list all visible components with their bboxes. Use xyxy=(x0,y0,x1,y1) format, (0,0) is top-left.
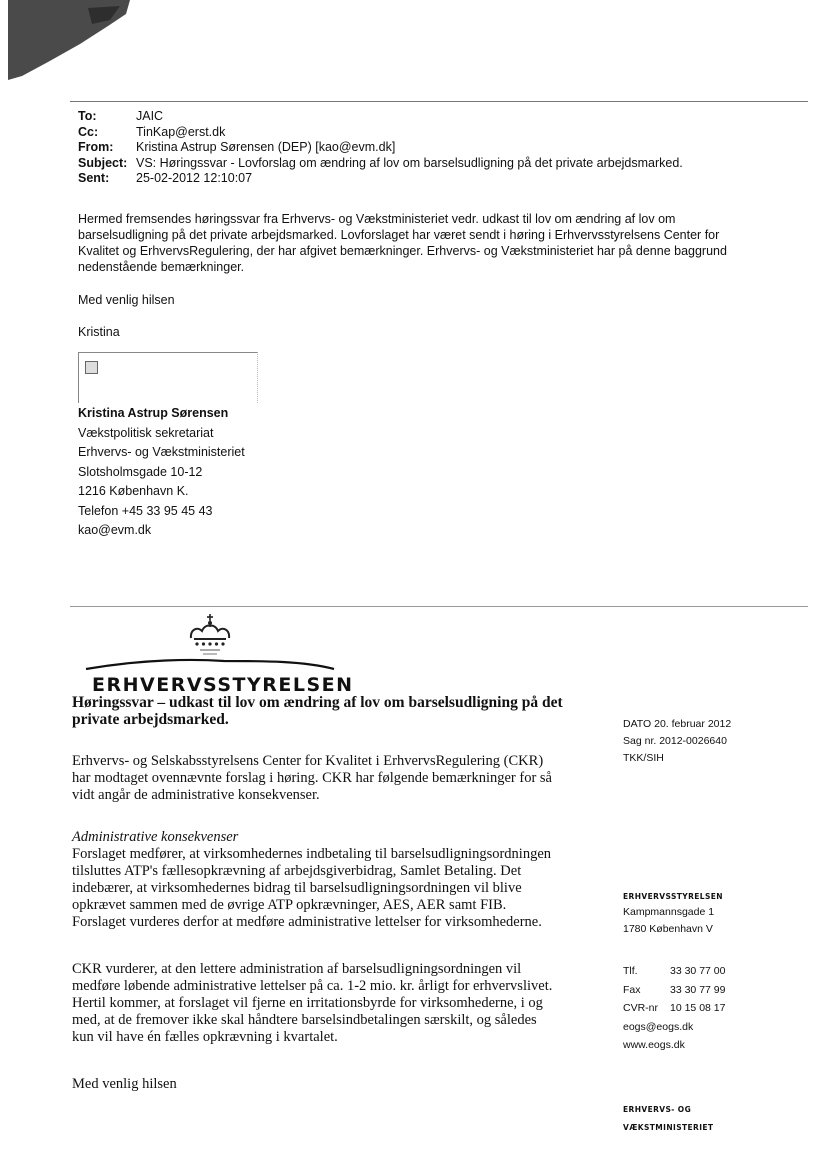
scan-corner-artifact xyxy=(8,0,138,80)
footer-ministry-line: VÆKSTMINISTERIET xyxy=(623,1123,714,1132)
letter-case-number: Sag nr. 2012-0026640 xyxy=(623,735,727,747)
contact-email: eogs@eogs.dk xyxy=(623,1020,694,1033)
letter-title xyxy=(72,694,612,728)
contact-value: 10 15 08 17 xyxy=(670,1002,726,1014)
paragraph-line: Forslaget vurderes derfor at medføre administrative lettelser for virksomhederne. xyxy=(72,914,542,930)
contact-row-cvr xyxy=(623,999,725,1018)
letter-initials: TKK/SIH xyxy=(623,752,664,764)
header-row-cc xyxy=(78,125,683,141)
header-label: To: xyxy=(78,109,97,123)
header-value: JAIC xyxy=(136,109,164,123)
sidebar-address xyxy=(623,904,714,938)
email-body xyxy=(78,211,778,275)
paragraph-line: med, at de fremover ikke skal håndtere barselsindbetalingen særskilt, og således xyxy=(72,1012,537,1028)
header-label: Cc: xyxy=(78,124,99,139)
email-signature xyxy=(78,404,245,541)
paragraph-line: CKR vurderer, at den lettere administration af barselsudligningsordningen vil xyxy=(72,961,522,977)
footer-ministry-line: ERHVERVS- OG xyxy=(623,1105,692,1114)
sidebar-org-name: ERHVERVSSTYRELSEN xyxy=(623,892,723,901)
signature-email: kao@evm.dk xyxy=(78,523,152,537)
email-body-line: nedenstående bemærkninger. xyxy=(78,260,245,274)
paragraph-line: Hertil kommer, at forslaget vil fjerne en irritationsbyrde for virksomhederne, i og xyxy=(72,995,543,1011)
email-header xyxy=(78,109,683,187)
brand-name: ERHVERVSSTYRELSEN xyxy=(92,674,354,696)
contact-website: www.eogs.dk xyxy=(623,1039,685,1051)
signature-name: Kristina Astrup Sørensen xyxy=(78,406,229,420)
contact-label: Tlf. xyxy=(623,965,638,977)
contact-label: CVR-nr xyxy=(623,1002,659,1014)
paragraph-line: medføre løbende administrative lettelser på ca. 1-2 mio. kr. årligt for erhvervslivet. xyxy=(72,978,553,994)
crown-icon xyxy=(184,612,236,658)
paragraph-line: opkrævet sammen med de øvrige ATP opkrævninger, AES, AER samt FIB. xyxy=(72,897,507,913)
letter-separator-rule xyxy=(70,606,808,607)
broken-image-icon xyxy=(85,361,98,374)
footer-ministry xyxy=(623,1101,713,1137)
letter-section-paragraph xyxy=(72,846,602,931)
paragraph-line: kun vil have én fælles opkrævning i kvartalet. xyxy=(72,1029,338,1045)
header-row-from xyxy=(78,140,683,156)
email-body-line: Kvalitet og ErhvervsRegulering, der har afgivet bemærkninger. Erhvervs- og Vækstministeriet har på denne baggrund xyxy=(78,244,727,258)
signature-line: 1216 København K. xyxy=(78,484,189,498)
paragraph-line: indebærer, at virksomhedernes bidrag til barselsudligningsordningen vil blive xyxy=(72,880,522,896)
header-label: Sent: xyxy=(78,171,110,185)
header-value: TinKap@erst.dk xyxy=(136,124,226,139)
contact-row-phone xyxy=(623,962,725,981)
paragraph-line: Erhvervs- og Selskabsstyrelsens Center for Kvalitet i ErhvervsRegulering (CKR) xyxy=(72,753,544,769)
signature-line: Slotsholmsgade 10-12 xyxy=(78,464,203,479)
paragraph-line: tilsluttes ATP's fællesopkrævning af arbejdsgiverbidrag, Samlet Betaling. Det xyxy=(72,863,522,879)
contact-value: 33 30 77 99 xyxy=(670,983,726,996)
letter-assessment-paragraph xyxy=(72,961,602,1046)
header-row-sent xyxy=(78,171,683,187)
sidebar-contact xyxy=(623,962,725,1055)
contact-label: Fax xyxy=(623,983,641,996)
address-line: 1780 København V xyxy=(623,923,713,935)
letter-closing: Med venlig hilsen xyxy=(72,1076,177,1092)
contact-value: 33 30 77 00 xyxy=(670,965,726,977)
signature-line: Erhvervs- og Vækstministeriet xyxy=(78,445,245,459)
letter-title-line: private arbejdsmarked. xyxy=(72,711,229,728)
email-top-rule xyxy=(70,101,808,102)
email-body-line: Hermed fremsendes høringssvar fra Erhvervs- og Vækstministeriet vedr. udkast til lov om ændring af lov om xyxy=(78,212,676,226)
letter-intro xyxy=(72,753,602,804)
header-value: VS: Høringssvar - Lovforslag om ændring af lov om barselsudligning på det private arbejdsmarked. xyxy=(136,155,683,170)
header-row-to xyxy=(78,109,683,125)
brand-swoosh-line xyxy=(84,655,336,673)
header-label: Subject: xyxy=(78,155,128,170)
signature-phone: Telefon +45 33 95 45 43 xyxy=(78,503,213,518)
email-greeting: Med venlig hilsen xyxy=(78,293,175,307)
contact-row-fax xyxy=(623,981,725,1000)
email-first-name: Kristina xyxy=(78,325,120,339)
section-heading: Administrative konsekvenser xyxy=(72,829,239,845)
signature-image-placeholder xyxy=(78,352,258,403)
header-value: 25-02-2012 12:10:07 xyxy=(136,171,253,185)
letter-date: DATO 20. februar 2012 xyxy=(623,718,732,730)
header-label: From: xyxy=(78,140,114,154)
address-line: Kampmannsgade 1 xyxy=(623,906,715,918)
paragraph-line: vidt angår de administrative konsekvenser. xyxy=(72,787,320,803)
paragraph-line: Forslaget medfører, at virksomhedernes indbetaling til barselsudligningsordningen xyxy=(72,846,552,862)
email-body-line: barselsudligning på det private arbejdsmarked. Lovforslaget har været sendt i høring i Erhvervsstyrelsens Center for xyxy=(78,228,720,242)
letter-title-line: Høringssvar – udkast til lov om ændring af lov om barselsudligning på det xyxy=(72,694,563,711)
letter-meta xyxy=(623,716,731,767)
header-row-subject xyxy=(78,156,683,172)
signature-line: Vækstpolitisk sekretariat xyxy=(78,425,214,440)
paragraph-line: har modtaget ovennævnte forslag i høring. CKR har følgende bemærkninger for så xyxy=(72,770,552,786)
header-value: Kristina Astrup Sørensen (DEP) [kao@evm.dk] xyxy=(136,140,396,154)
